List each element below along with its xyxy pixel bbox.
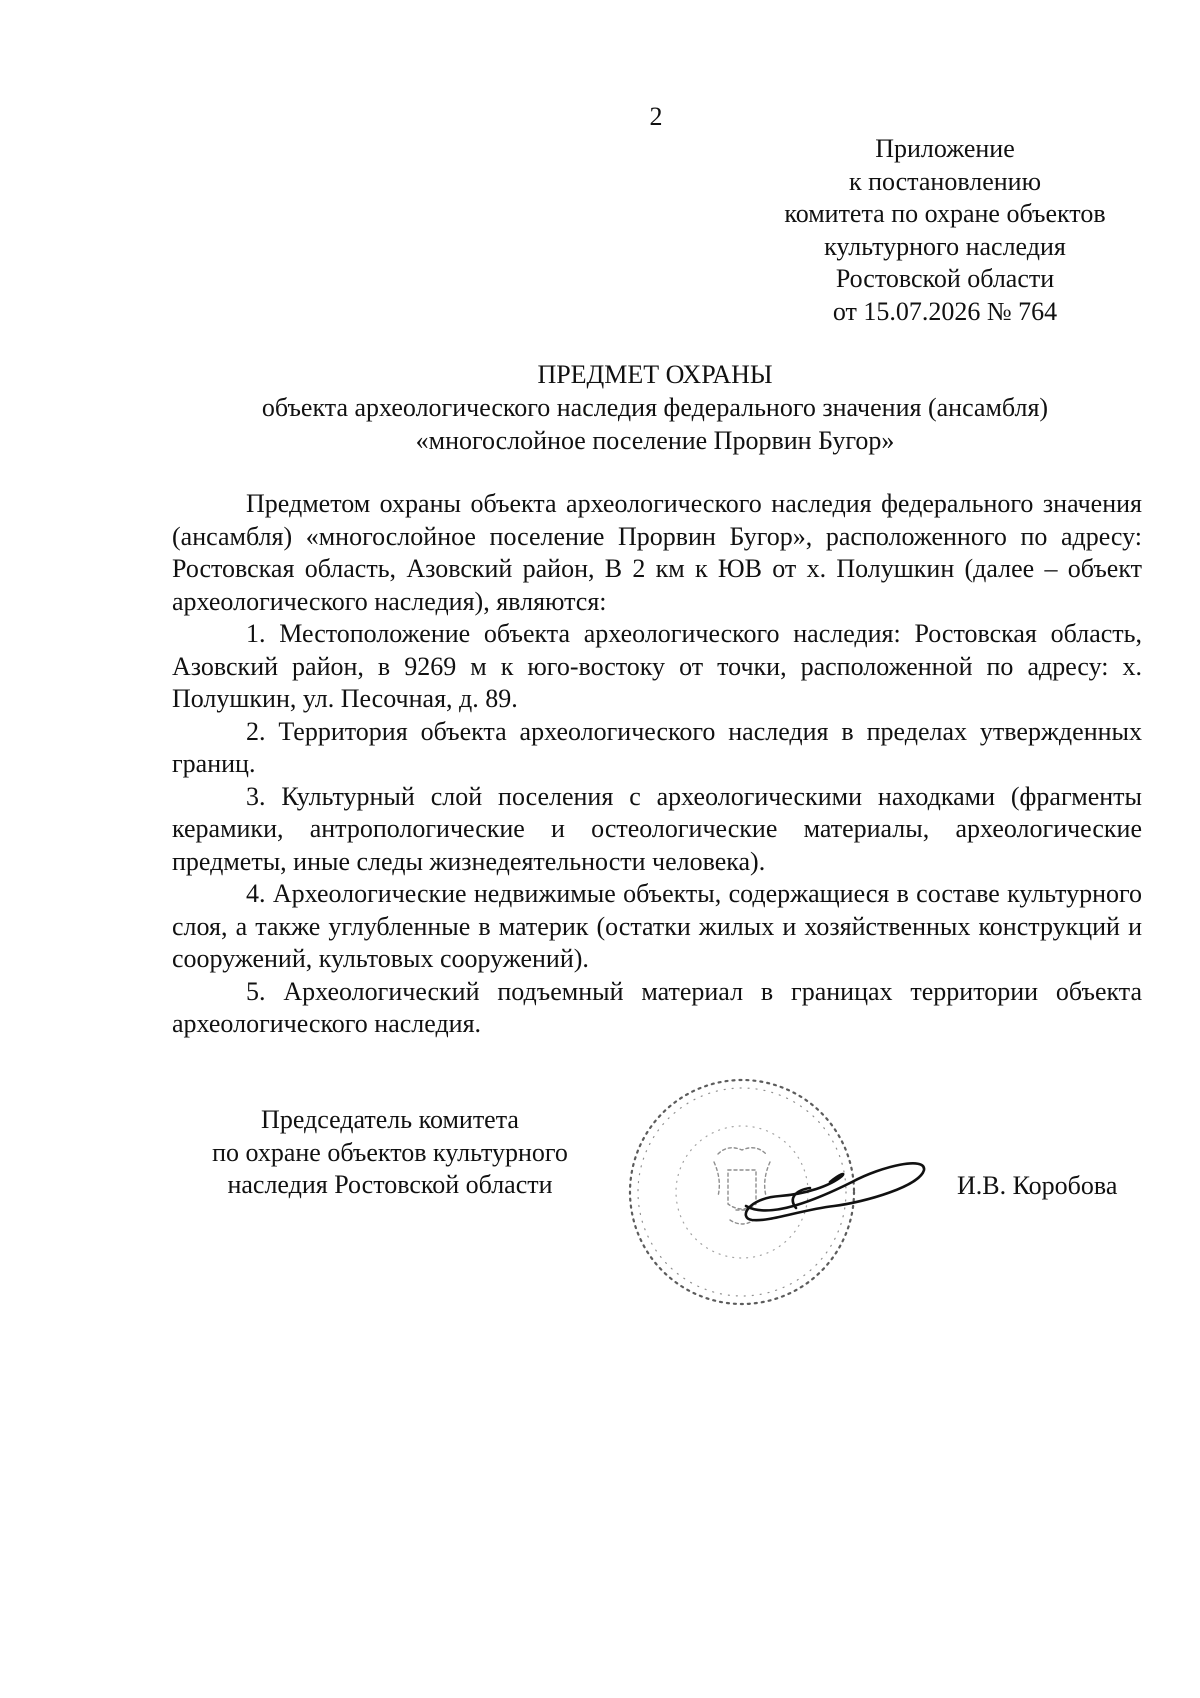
appendix-line: к постановлению [848, 166, 1042, 196]
appendix-line: Приложение [875, 134, 1015, 163]
document-title: ПРЕДМЕТ ОХРАНЫ [537, 360, 773, 389]
list-item: 1. Местоположение объекта археологического наследия: Ростовская область, Азовский район, в 9269 м к юго-востоку от точки, расположенной по адресу: х. Полушкин, ул. Песочная, д. 89. [172, 619, 1142, 713]
appendix-line: Ростовской области [835, 264, 1055, 293]
intro-paragraph: Предметом охраны объекта археологического наследия федерального значения (ансамбля) «многослойное поселение Прорвин Бугор», расположенного по адресу: Ростовская область, Азовский район, В 2 км к ЮВ от х. Полушкин (далее – объект археологического наследия), являются: [172, 489, 1142, 616]
appendix-line: комитета по охране объектов [784, 199, 1106, 228]
list-item: 3. Культурный слой поселения с археологическими находками (фрагменты керамики, антропологические и остеологические материалы, археологические предметы, иные следы жизнедеятельности человека). [172, 781, 1142, 876]
signatory-position-line: по охране объектов культурного [212, 1137, 568, 1167]
list-item: 4. Археологические недвижимые объекты, содержащиеся в составе культурного слоя, а также углубленные в материк (остатки жилых и хозяйственных конструкций и сооружений, культовых сооружений). [172, 879, 1142, 973]
signatory-position [170, 1104, 610, 1202]
list-item: 2. Территория объекта археологического наследия в пределах утвержденных границ. [172, 716, 1142, 778]
list-item: 5. Археологический подъемный материал в границах территории объекта археологического наследия. [172, 976, 1142, 1038]
document-heading [170, 358, 1140, 457]
document-subtitle: объекта археологического наследия федерального значения (ансамбля) [261, 393, 1049, 422]
appendix-block [755, 133, 1135, 328]
document-subtitle: «многослойное поселение Прорвин Бугор» [415, 426, 895, 455]
official-seal-icon [620, 1070, 940, 1310]
appendix-line: культурного наследия [824, 231, 1066, 261]
signatory-name: И.В. Коробова [957, 1171, 1118, 1200]
appendix-date-number: от 15.07.2026 № 764 [832, 296, 1058, 326]
document-body [172, 488, 1142, 1041]
signatory-position-line: Председатель комитета [261, 1105, 519, 1134]
page-number: 2 [649, 102, 663, 131]
handwritten-signature-icon [746, 1163, 924, 1220]
signatory-position-line: наследия Ростовской области [227, 1170, 553, 1199]
